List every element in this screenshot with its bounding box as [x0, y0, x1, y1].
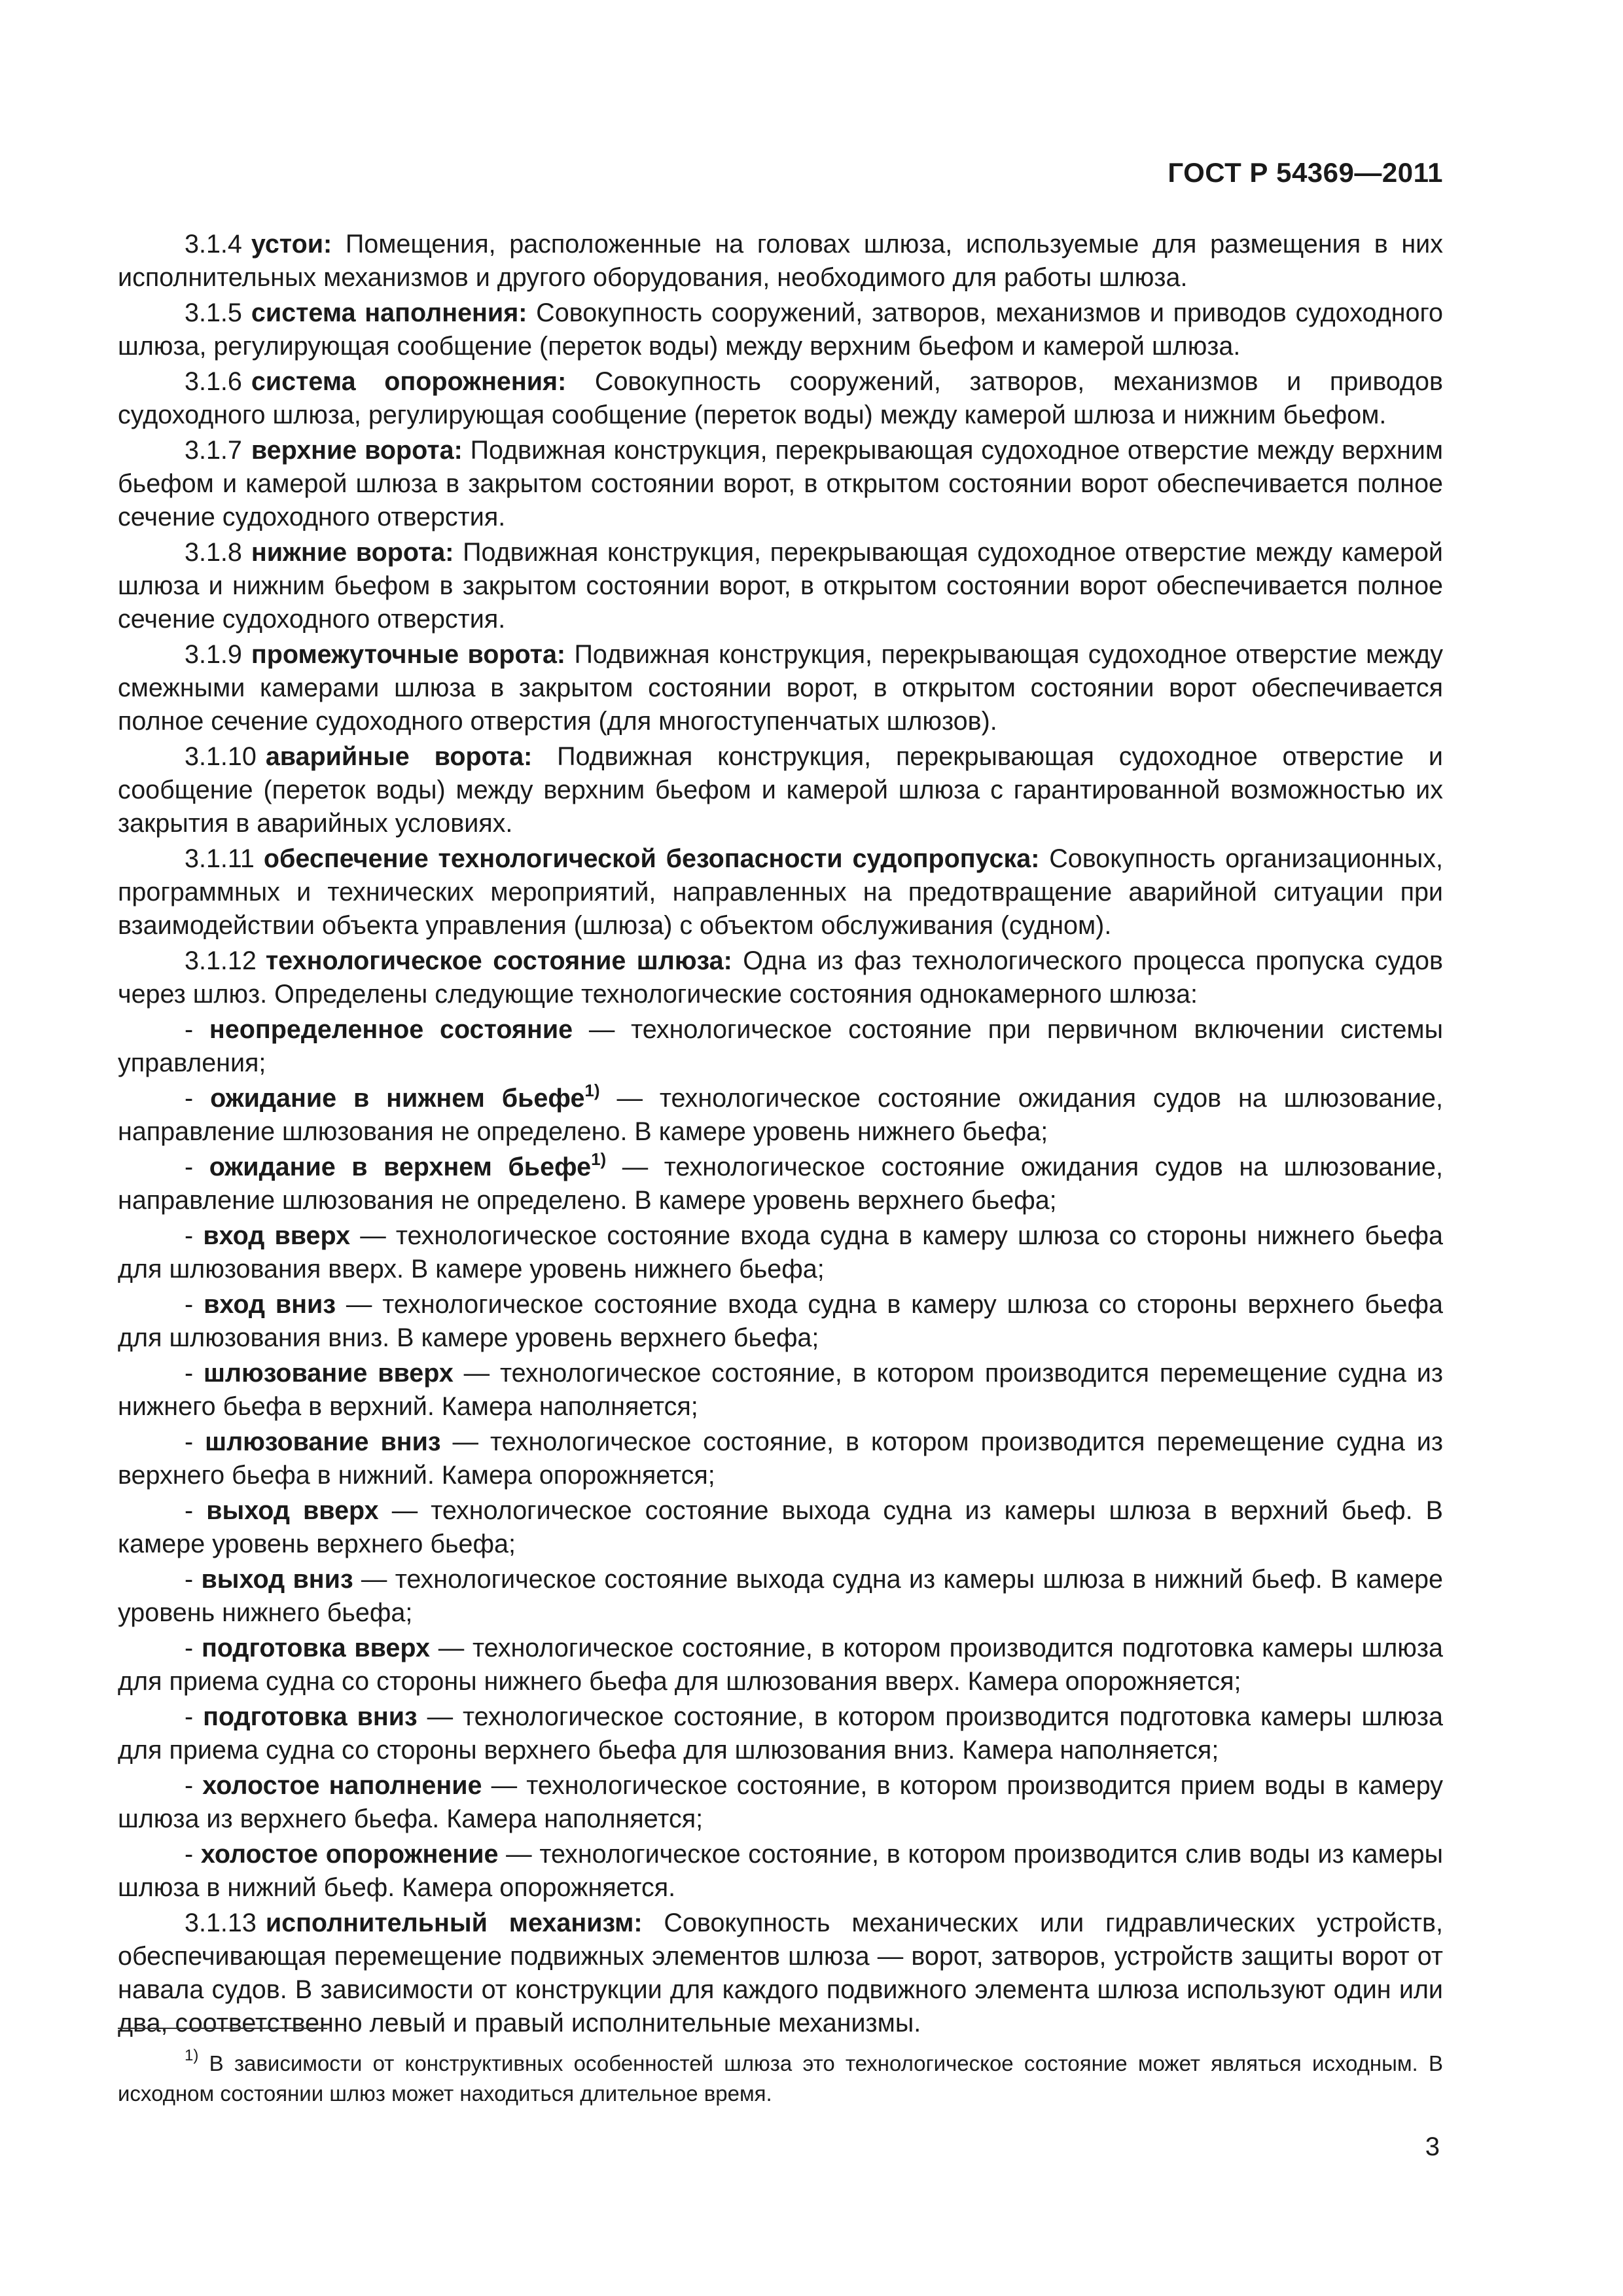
footnote-text: В зависимости от конструктивных особенностей шлюза это технологическое состояние может являться исходным. В исходном состоянии шлюз может находиться длительное время.: [118, 2051, 1443, 2106]
state-text: — технологическое состояние, в котором производится перемещение судна из верхнего бьефа в нижний. Камера опорожняется;: [118, 1427, 1443, 1490]
list-dash: -: [185, 1702, 194, 1731]
state-text: — технологическое состояние входа судна в камеру шлюза со стороны верхнего бьефа для шлюзования вниз. В камере уровень верхнего бьефа;: [118, 1290, 1443, 1352]
clause-number: 3.1.11: [185, 844, 255, 873]
state-term: шлюзование вниз: [205, 1427, 441, 1456]
state-term: неопределенное состояние: [209, 1015, 573, 1044]
term: система опорожнения:: [251, 367, 567, 396]
list-dash: -: [185, 1427, 194, 1456]
state-list-item: [118, 1494, 1443, 1561]
footnote-reference[interactable]: 1): [584, 1080, 600, 1100]
list-dash: -: [185, 1015, 194, 1044]
state-term: вход вверх: [203, 1221, 351, 1250]
clause-number: 3.1.10: [185, 742, 257, 771]
state-text: — технологическое состояние при первичном включении системы управления;: [118, 1015, 1443, 1077]
term: исполнительный механизм:: [265, 1909, 643, 1937]
state-list-item: [118, 1838, 1443, 1905]
list-dash: -: [185, 1359, 194, 1388]
clause-number: 3.1.4: [185, 230, 242, 259]
term: верхние ворота:: [251, 436, 463, 465]
definition-text: Помещения, расположенные на головах шлюза, используемые для размещения в них исполнительных механизмов и другого оборудования, необходимого для работы шлюза.: [118, 230, 1443, 292]
term: промежуточные ворота:: [251, 640, 566, 669]
state-text: — технологическое состояние, в котором производится прием воды в камеру шлюза из верхнего бьефа. Камера наполняется;: [118, 1771, 1444, 1833]
term: аварийные ворота:: [265, 742, 533, 771]
definition-text: Совокупность сооружений, затворов, механизмов и приводов судоходного шлюза, регулирующая сообщение (переток воды) между камерой шлюза и нижним бьефом.: [118, 367, 1443, 429]
state-term: подготовка вниз: [203, 1702, 418, 1731]
list-dash: -: [185, 1084, 194, 1113]
definition-text: Одна из фаз технологического процесса пропуска судов через шлюз. Определены следующие технологические состояния однокамерного шлюза:: [118, 946, 1443, 1009]
list-dash: -: [185, 1565, 194, 1594]
state-term: холостое наполнение: [202, 1771, 482, 1800]
state-term: подготовка вверх: [201, 1634, 430, 1662]
state-list-item: [118, 1219, 1443, 1286]
definition-paragraph: [118, 434, 1443, 534]
definition-text: Подвижная конструкция, перекрывающая судоходное отверстие между камерой шлюза и нижним бьефом в закрытом состоянии ворот, в открытом состоянии ворот обеспечивается полное сечение судоходного отверстия.: [118, 538, 1443, 634]
state-list-item: [118, 1288, 1443, 1355]
state-list-item: [118, 1563, 1443, 1630]
state-list-item: [118, 1357, 1443, 1424]
document-id: ГОСТ Р 54369—2011: [1168, 157, 1443, 188]
clause-number: 3.1.12: [185, 946, 257, 975]
definition-paragraph: [118, 1907, 1443, 2040]
state-list-item: [118, 1769, 1443, 1836]
list-dash: -: [185, 1496, 194, 1525]
definition-paragraph: [118, 842, 1443, 942]
state-term: шлюзование вверх: [204, 1359, 454, 1388]
page-number: 3: [1425, 2132, 1440, 2161]
definition-text: Совокупность сооружений, затворов, механизмов и приводов судоходного шлюза, регулирующая сообщение (переток воды) между верхним бьефом и камерой шлюза.: [118, 298, 1443, 361]
clause-number: 3.1.7: [185, 436, 242, 465]
state-text: — технологическое состояние, в котором производится подготовка камеры шлюза для приема судна со стороны нижнего бьефа для шлюзования вверх. Камера опорожняется;: [118, 1634, 1443, 1696]
state-term: ожидание в нижнем бьефе: [210, 1084, 585, 1113]
state-term: выход вниз: [201, 1565, 353, 1594]
definition-paragraph: [118, 740, 1443, 840]
clause-number: 3.1.6: [185, 367, 242, 396]
state-list-item: [118, 1426, 1443, 1492]
state-list-item: [118, 1632, 1443, 1698]
state-text: — технологическое состояние входа судна в камеру шлюза со стороны нижнего бьефа для шлюзования вверх. В камере уровень нижнего бьефа;: [118, 1221, 1443, 1283]
term: технологическое состояние шлюза:: [265, 946, 732, 975]
definition-paragraph: [118, 365, 1443, 432]
state-text: — технологическое состояние ожидания судов на шлюзование, направление шлюзования не определено. В камере уровень нижнего бьефа;: [118, 1084, 1443, 1146]
footnote-mark: 1): [185, 2047, 199, 2064]
definition-paragraph: [118, 944, 1443, 1011]
list-dash: -: [185, 1290, 194, 1319]
definition-text: Подвижная конструкция, перекрывающая судоходное отверстие между смежными камерами шлюза в закрытом состоянии ворот, в открытом состоянии ворот обеспечивается полное сечение судоходного отверстия (для многоступенчатых шлюзов).: [118, 640, 1443, 736]
term: устои:: [251, 230, 332, 259]
state-term: выход вверх: [206, 1496, 379, 1525]
definition-text: Совокупность механических или гидравлических устройств, обеспечивающая перемещение подвижных элементов шлюза — ворот, затворов, устройств защиты ворот от навала судов. В зависимости от конструкции для каждого подвижного элемента шлюза используют один или два, соответственно левый и правый исполнительные механизмы.: [118, 1909, 1443, 2037]
state-term: холостое опорожнение: [200, 1840, 499, 1869]
footnote: [118, 2049, 1443, 2109]
state-list-item: [118, 1013, 1443, 1080]
state-list-item: [118, 1082, 1443, 1149]
definition-text: Подвижная конструкция, перекрывающая судоходное отверстие и сообщение (переток воды) между верхним бьефом и камерой шлюза с гарантированной возможностью их закрытия в аварийных условиях.: [118, 742, 1443, 838]
definition-text: Подвижная конструкция, перекрывающая судоходное отверстие между верхним бьефом и камерой шлюза в закрытом состоянии ворот, в открытом состоянии ворот обеспечивается полное сечение судоходного отверстия.: [118, 436, 1443, 531]
list-dash: -: [185, 1840, 194, 1869]
state-list-item: [118, 1151, 1443, 1217]
definition-paragraph: [118, 228, 1443, 295]
clause-number: 3.1.5: [185, 298, 242, 327]
list-dash: -: [185, 1771, 194, 1800]
clause-number: 3.1.8: [185, 538, 242, 567]
state-term: ожидание в верхнем бьефе: [209, 1153, 592, 1181]
term: обеспечение технологической безопасности судопропуска:: [263, 844, 1040, 873]
definition-text: Совокупность организационных, программных и технических мероприятий, направленных на предотвращение аварийной ситуации при взаимодействии объекта управления (шлюза) с объектом обслуживания (судном).: [118, 844, 1443, 940]
clause-number: 3.1.9: [185, 640, 242, 669]
state-text: — технологическое состояние выхода судна из камеры шлюза в нижний бьеф. В камере уровень нижнего бьефа;: [118, 1565, 1443, 1627]
state-text: — технологическое состояние, в котором производится слив воды из камеры шлюза в нижний бьеф. Камера опорожняется.: [118, 1840, 1443, 1902]
list-dash: -: [185, 1221, 194, 1250]
definition-paragraph: [118, 536, 1443, 636]
footnote-separator: [118, 2028, 327, 2029]
list-dash: -: [185, 1634, 194, 1662]
clause-number: 3.1.13: [185, 1909, 257, 1937]
term: система наполнения:: [251, 298, 527, 327]
definition-paragraph: [118, 638, 1443, 738]
state-list-item: [118, 1700, 1443, 1767]
definition-paragraph: [118, 296, 1443, 363]
state-text: — технологическое состояние ожидания судов на шлюзование, направление шлюзования не определено. В камере уровень верхнего бьефа;: [118, 1153, 1443, 1215]
list-dash: -: [185, 1153, 194, 1181]
state-text: — технологическое состояние выхода судна из камеры шлюза в верхний бьеф. В камере уровень верхнего бьефа;: [118, 1496, 1443, 1558]
state-text: — технологическое состояние, в котором производится перемещение судна из нижнего бьефа в верхний. Камера наполняется;: [118, 1359, 1443, 1421]
state-term: вход вниз: [204, 1290, 336, 1319]
term: нижние ворота:: [251, 538, 454, 567]
state-text: — технологическое состояние, в котором производится подготовка камеры шлюза для приема судна со стороны верхнего бьефа для шлюзования вниз. Камера наполняется;: [118, 1702, 1443, 1765]
footnote-reference[interactable]: 1): [591, 1149, 607, 1169]
main-content: [118, 228, 1443, 2042]
